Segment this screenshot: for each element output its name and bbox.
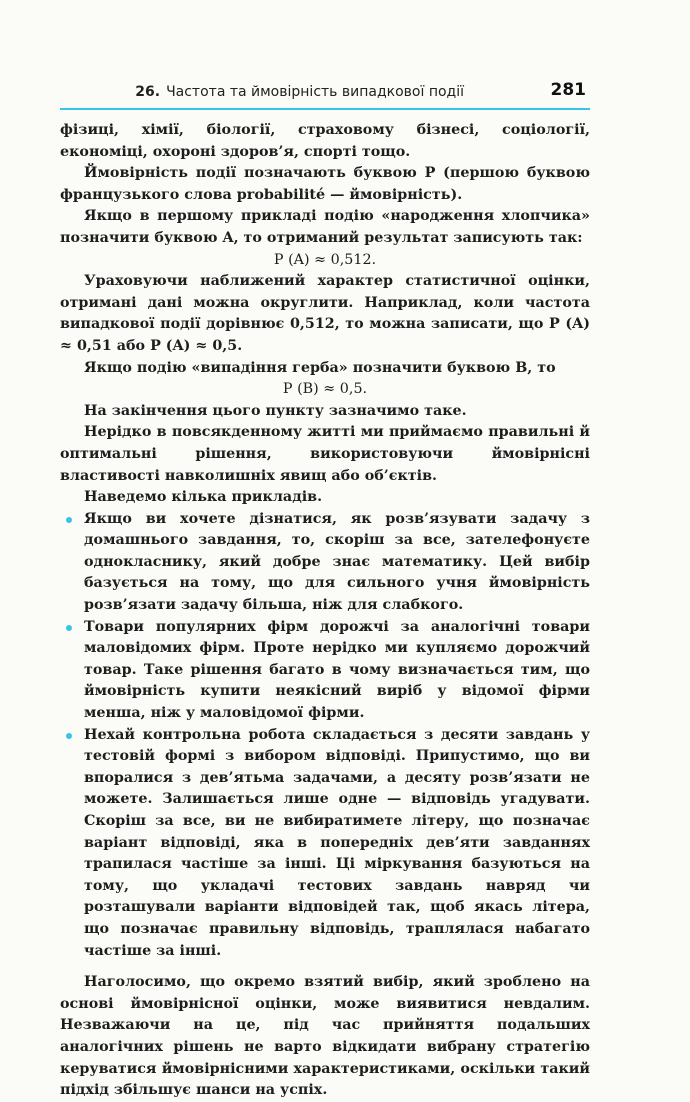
paragraph-coin: Якщо подію «випадіння герба» позначити буквою B, то xyxy=(84,359,556,376)
list-item xyxy=(60,725,590,963)
page-number: 281 xyxy=(550,80,586,100)
paragraph-boy-birth: Якщо в першому прикладі подію «народження хлопчика» позначити буквою A, то отриманий результат записують так: xyxy=(60,208,590,246)
chapter-number: 26. xyxy=(135,84,161,100)
paragraph-examples-intro: Наведемо кілька прикладів. xyxy=(84,489,323,506)
formula-pb: P (B) ≈ 0,5. xyxy=(282,381,368,398)
list-item-text: Нехай контрольна робота складається з десяти завдань у тестовій формі з вибором відповіді. Припустимо, що ви впоралися з дев’ятьма задачами, а десяту розв’язати не можете. Залишається лише одне — відповідь угадувати. Скоріш за все, ви не вибиратимете літеру, що позначає варіант відповіді, яка в попередніх дев’яти завданнях трапилася частіше за інші. Ці міркування базуються на тому, що укладачі тестових завдань навряд чи розташували варіанти відповідей так, щоб якась літера, що позначає правильну відповідь, траплялася набагато частіше за інші. xyxy=(84,726,590,959)
paragraph-rounding: Ураховуючи наближений характер статистичної оцінки, отримані дані можна округлити. Наприклад, коли частота випадкової події дорівнює 0,512, то можна записати, що P (A) ≈ 0,51 або P (A) ≈ 0,5. xyxy=(60,273,590,354)
list-item-text: Якщо ви хочете дізнатися, як розв’язувати задачу з домашнього завдання, то, скоріш за все, зателефонуєте однокласнику, який добре знає математику. Цей вибір базується на тому, що для сильного учня ймовірність розв’язати задачу більша, ніж для слабкого. xyxy=(84,510,590,614)
spacer xyxy=(60,962,590,972)
paragraph-conclusion-intro: На закінчення цього пункту зазначимо таке. xyxy=(84,402,467,419)
list-item xyxy=(60,617,590,725)
paragraph-everyday-life: Нерідко в повсякденному житті ми приймаємо правильні й оптимальні рішення, використовуючи ймовірнісні властивості навколишніх явищ або об’єктів. xyxy=(60,424,590,484)
bullet-icon xyxy=(66,733,72,739)
bullet-icon xyxy=(66,625,72,631)
chapter-heading xyxy=(135,84,464,100)
chapter-title: Частота та ймовірність випадкової події xyxy=(166,84,464,100)
formula-pa: P (A) ≈ 0,512. xyxy=(273,251,377,268)
bullet-icon xyxy=(66,517,72,523)
running-header xyxy=(60,78,590,110)
list-item-text: Товари популярних фірм дорожчі за аналогічні товари маловідомих фірм. Проте нерідко ми купляємо дорожчий товар. Таке рішення багато в чому визначається тим, що ймовірність купити неякісний виріб у відомої фірми менша, ніж у маловідомої фірми. xyxy=(84,618,590,722)
examples-list xyxy=(60,509,590,962)
list-item xyxy=(60,509,590,617)
paragraph-emphasis: Наголосимо, що окремо взятий вибір, який зроблено на основі ймовірнісної оцінки, може виявитися невдалим. Незважаючи на це, під час прийняття подальших аналогічних рішень не варто відкидати вибрану стратегію керуватися ймовірнісними характеристиками, оскільки такий підхід збільшує шанси на успіх. xyxy=(60,974,590,1099)
body-text xyxy=(60,120,590,1102)
paragraph-continuation: фізиці, хімії, біології, страховому бізнесі, соціології, економіці, охороні здоров’я, спорті тощо. xyxy=(60,122,590,160)
paragraph-probability-notation: Ймовірність події позначають буквою P (першою буквою французького слова probabilité — ймовірність). xyxy=(60,165,590,203)
